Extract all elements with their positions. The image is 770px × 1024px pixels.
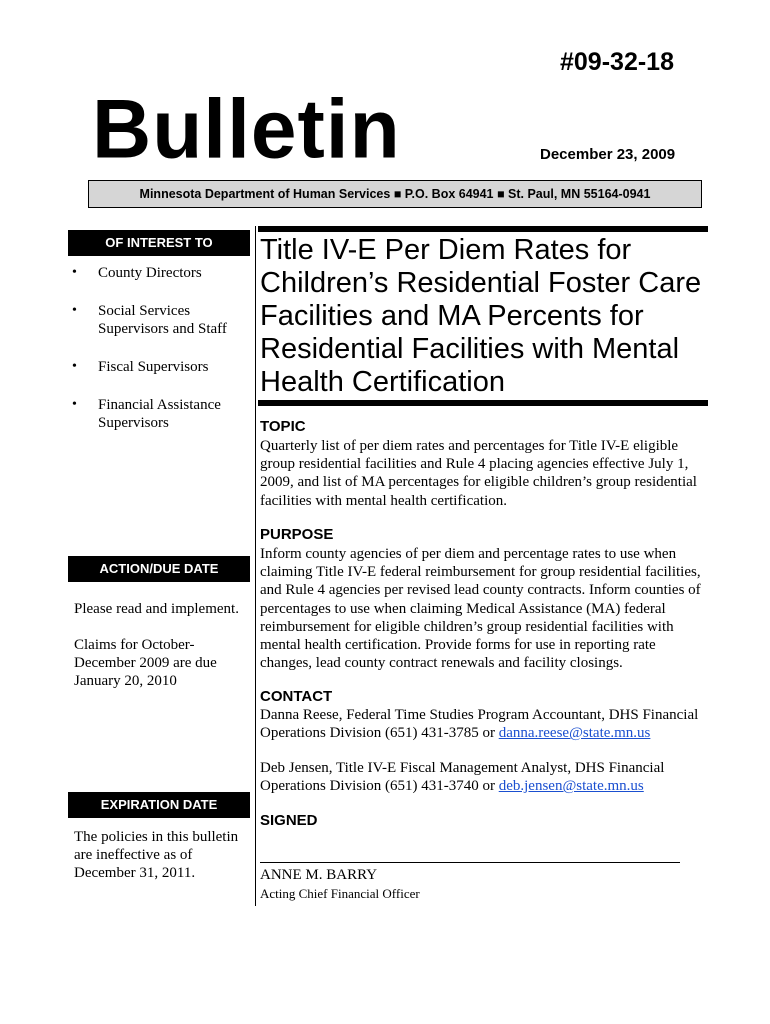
bulletin-number: #09-32-18 [560, 48, 674, 76]
expiration-text: The policies in this bulletin are ineffective as of December 31, 2011. [74, 829, 239, 881]
main-title: Title IV-E Per Diem Rates for Children’s Residential Foster Care Facilities and MA Percents for Residential Facilities with Mental Health Certification [260, 234, 702, 398]
interest-list [66, 264, 252, 452]
list-item: • County Directors [72, 265, 202, 281]
action-text-2: Claims for October-December 2009 are due January 20, 2010 [74, 637, 217, 689]
email-link-deb[interactable]: deb.jensen@state.mn.us [498, 778, 644, 795]
contact-2: Deb Jensen, Title IV-E Fiscal Management Analyst, DHS Financial Operations Division (651) 431-3740 or deb.jensen@state.mn.us [260, 760, 665, 795]
interest-heading: OF INTEREST TO [68, 230, 250, 256]
bulletin-title: Bulletin [92, 83, 401, 176]
expiration-heading: EXPIRATION DATE [68, 792, 250, 818]
list-item: • Financial Assistance Supervisors [72, 397, 221, 431]
action-heading: ACTION/DUE DATE [68, 556, 250, 582]
action-text-1: Please read and implement. [74, 601, 239, 617]
column-divider [255, 226, 256, 906]
bullet-icon: • [72, 303, 77, 318]
title-rule-bottom [258, 400, 708, 406]
bullet-icon: • [72, 397, 77, 412]
list-item: • Social Services Supervisors and Staff [72, 303, 227, 337]
topic-text: Quarterly list of per diem rates and percentages for Title IV-E eligible group residential facilities and Rule 4 placing agencies effective July 1, 2009, and list of MA percentages for eligible children’s group residential facilities with mental health certification. [260, 438, 697, 509]
signature-line [260, 862, 680, 863]
signed-heading: SIGNED [260, 812, 318, 829]
topic-heading: TOPIC [260, 418, 306, 435]
bullet-icon: • [72, 265, 77, 280]
contact-1: Danna Reese, Federal Time Studies Program Accountant, DHS Financial Operations Division (651) 431-3785 or danna.reese@state.mn.us [260, 707, 699, 742]
list-item: • Fiscal Supervisors [72, 359, 209, 375]
email-link-danna[interactable]: danna.reese@state.mn.us [498, 725, 651, 742]
bulletin-date: December 23, 2009 [540, 146, 676, 163]
purpose-text: Inform county agencies of per diem and percentage rates to use when claiming Title IV-E federal reimbursement for group residential facilities, and Rule 4 agencies per revised lead county contracts. Inform counties of percentages to use when claiming Medical Assistance (MA) federal reimbursement for eligible children’s group residential facilities with mental health certification. Provide forms for use in reporting rate changes, lead county contract renewals and facility closings. [260, 546, 701, 672]
purpose-heading: PURPOSE [260, 526, 334, 543]
title-rule-top [258, 226, 708, 232]
signer-title: Acting Chief Financial Officer [260, 886, 420, 901]
address-bar: Minnesota Department of Human Services ■ P.O. Box 64941 ■ St. Paul, MN 55164-0941 [88, 180, 702, 208]
bullet-icon: • [72, 359, 77, 374]
contact-heading: CONTACT [260, 688, 333, 705]
signer-name: ANNE M. BARRY [260, 867, 378, 883]
